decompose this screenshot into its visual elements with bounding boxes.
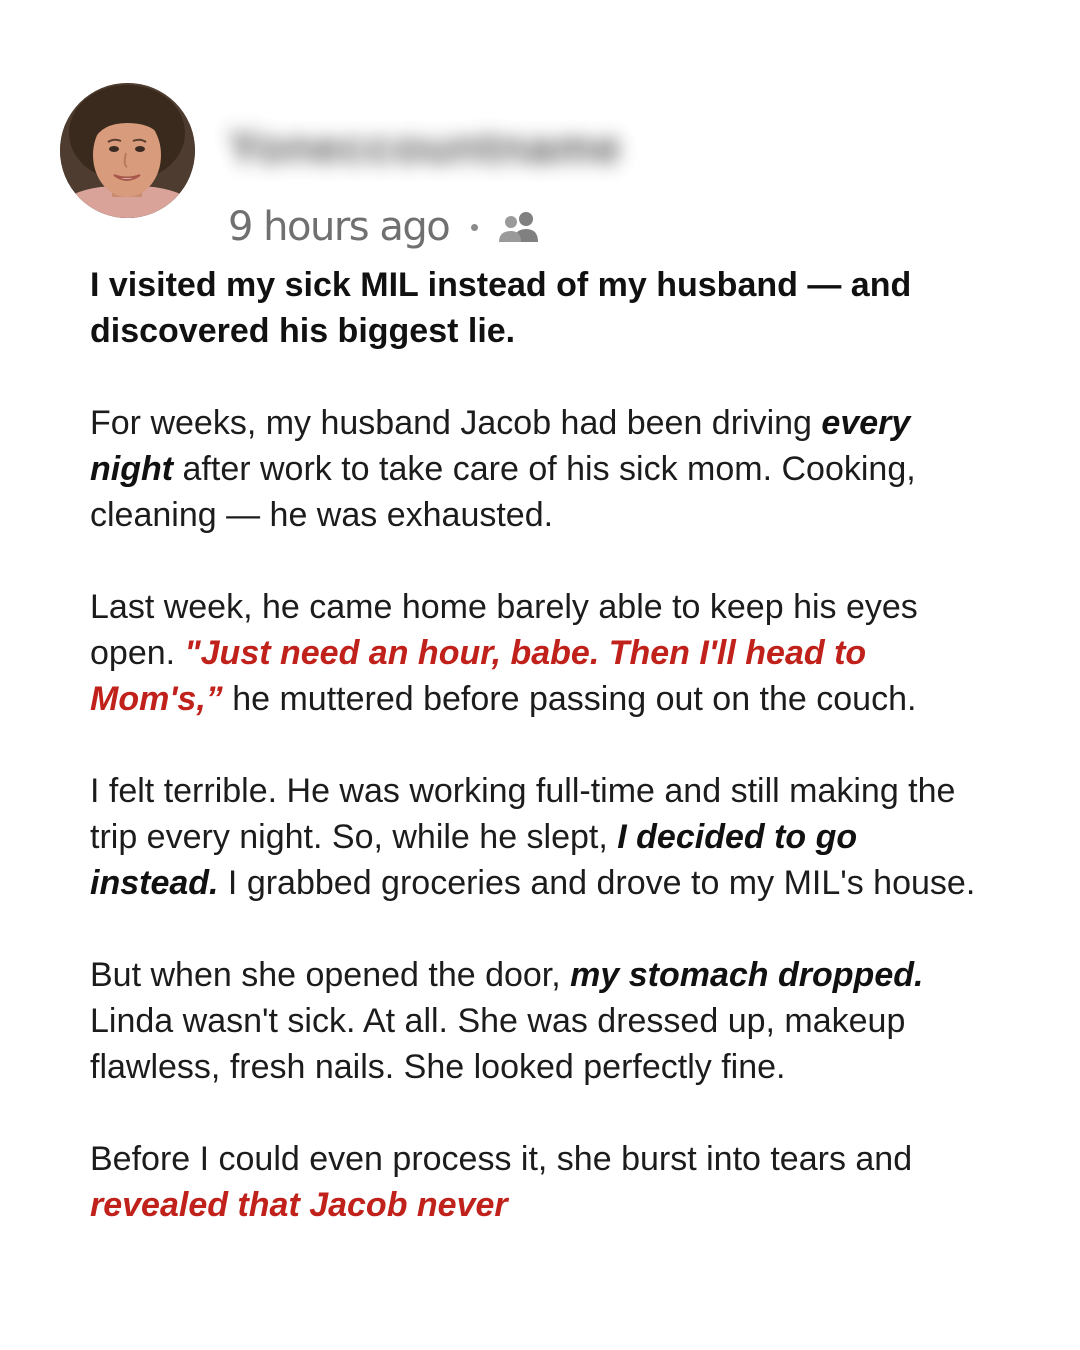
post-timestamp[interactable]: 9 hours ago xyxy=(228,204,450,250)
text-segment: Before I could even process it, she burst into tears and xyxy=(90,1140,913,1178)
post-header xyxy=(0,0,1080,260)
paragraph-1 xyxy=(90,400,990,538)
avatar-photo xyxy=(60,83,195,218)
text-segment: But when she opened the door, xyxy=(90,956,571,994)
avatar[interactable] xyxy=(60,83,195,218)
text-segment: I grabbed groceries and drove to my MIL's house. xyxy=(218,864,976,902)
text-segment: after work to take care of his sick mom. Cooking, cleaning — he was exhausted. xyxy=(90,450,916,534)
text-segment: Last week, he came home barely able to keep his eyes open. xyxy=(90,588,918,672)
paragraph-3 xyxy=(90,768,990,906)
text-segment: For weeks, my husband Jacob had been driving xyxy=(90,404,822,442)
paragraph-4 xyxy=(90,952,990,1090)
post-title: I visited my sick MIL instead of my husband — and discovered his biggest lie. xyxy=(90,266,912,350)
highlight-quote: "Just need an hour, babe. Then I'll head to Mom's,” xyxy=(90,634,867,718)
highlight-text: revealed that Jacob never xyxy=(90,1186,508,1224)
paragraph-2 xyxy=(90,584,990,722)
emphasis-text: I decided to go instead. xyxy=(90,818,858,902)
emphasis-text: every night xyxy=(90,404,911,488)
text-segment: I felt terrible. He was working full-time and still making the trip every night. So, while he slept, xyxy=(90,772,956,856)
separator-dot xyxy=(471,224,478,231)
paragraph-5 xyxy=(90,1136,990,1228)
account-name[interactable]: Yoneccountname xyxy=(228,121,622,173)
text-segment: Linda wasn't sick. At all. She was dressed up, makeup flawless, fresh nails. She looked perfectly fine. xyxy=(90,1002,906,1086)
text-segment: he muttered before passing out on the couch. xyxy=(222,680,917,718)
post-meta xyxy=(228,202,542,252)
friends-icon[interactable] xyxy=(496,210,542,244)
emphasis-text: my stomach dropped. xyxy=(570,956,924,994)
post-body xyxy=(90,262,990,1228)
